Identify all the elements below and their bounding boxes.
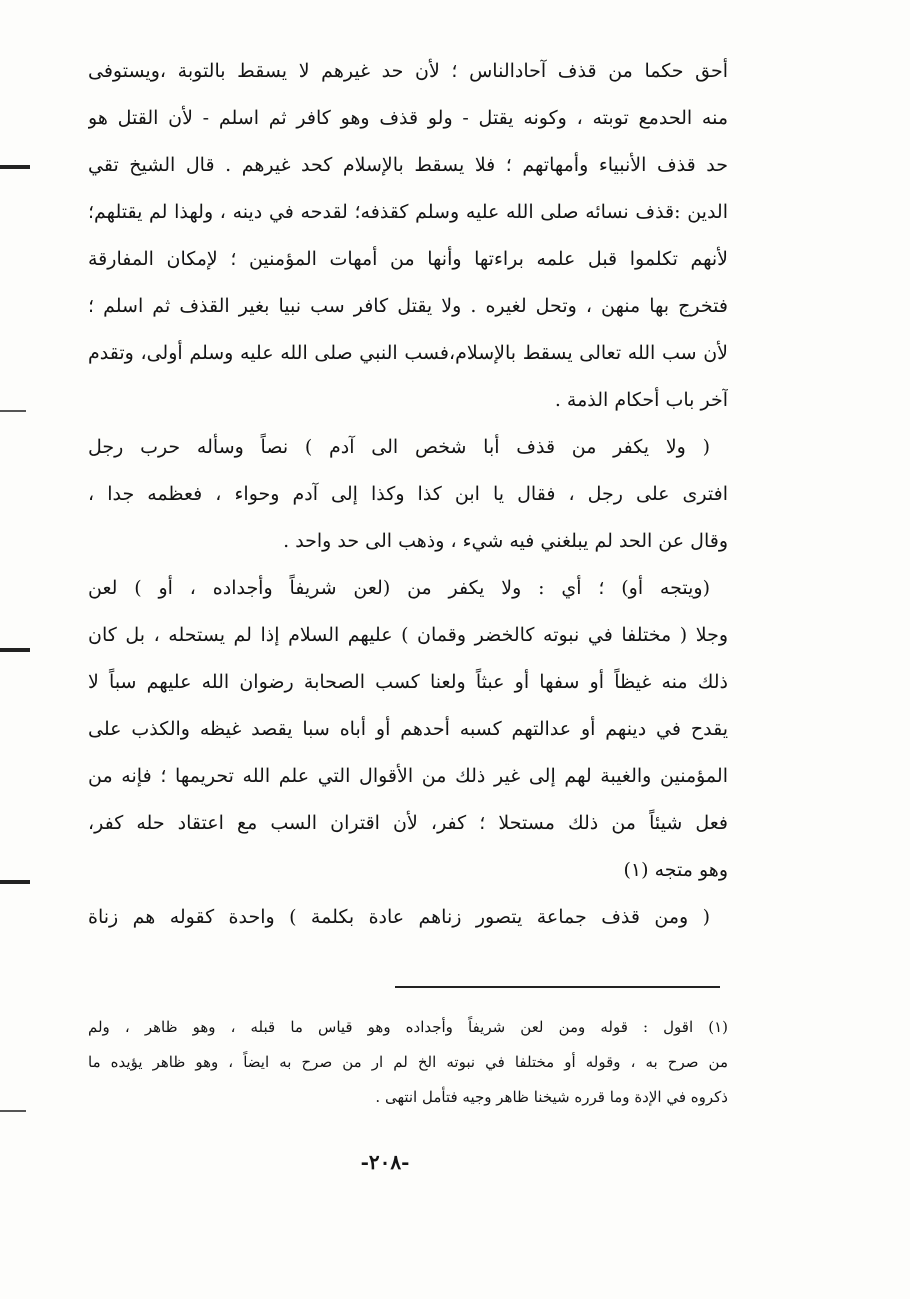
footnote-line: ذكروه في الإدة وما قرره شيخنا ظاهر وجيه فتأمل انتهى . [375,1088,728,1106]
margin-mark [0,165,30,169]
text-line: فتخرج بها منهن ، وتحل لغيره . ولا يقتل كافر سب نبيا بغير القذف ثم اسلم ؛ [88,295,728,317]
margin-mark [0,880,30,884]
text-line: المؤمنين والغيبة لهم إلى غير ذلك من الأقوال التي علم الله تحريمها ؛ فإنه من [88,765,728,787]
text-line: حد قذف الأنبياء وأمهاتهم ؛ فلا يسقط بالإسلام كحد غيرهم . قال الشيخ تقي [88,154,728,176]
text-line: آخر باب أحكام الذمة . [554,389,728,411]
text-line: وهو متجه (١) [623,859,728,881]
footnote-divider [395,986,720,988]
margin-mark [0,1110,26,1112]
main-text [88,48,728,941]
text-line: أحق حكما من قذف آحادالناس ؛ لأن حد غيرهم لا يسقط بالتوبة ،ويستوفى [88,60,728,82]
text-line: لأنهم تكلموا قبل علمه براءتها وأنها من أمهات المؤمنين ؛ لإمكان المفارقة [88,248,728,270]
text-line: لأن سب الله تعالى يسقط بالإسلام،فسب النبي صلى الله عليه وسلم أولى، وتقدم [88,342,728,364]
text-line: (ويتجه أو) ؛ أي : ولا يكفر من (لعن شريفاً وأجداده ، أو ) لعن [88,577,710,599]
footnotes [88,1010,728,1115]
margin-mark [0,648,30,652]
text-line: وجلا ( مختلفا في نبوته كالخضر وقمان ) عليهم السلام إذا لم يستحله ، بل كان [88,624,728,646]
text-line: الدين :قذف نسائه صلى الله عليه وسلم كقذفه؛ لقدحه في دينه ، ولهذا لم يقتلهم؛ [88,201,728,223]
text-line: ( ولا يكفر من قذف أبا شخص الى آدم ) نصاً وسأله حرب رجل [88,436,710,458]
text-line: منه الحدمع توبته ، وكونه يقتل - ولو قذف وهو كافر ثم اسلم - لأن القتل هو [88,107,728,129]
footnote-line: من صرح به ، وقوله أو مختلفا في نبوته الخ لم ار من صرح به ايضاً ، وهو ظاهر يؤيده ما [88,1053,728,1071]
text-line: افترى على رجل ، فقال يا ابن كذا وكذا إلى آدم وحواء ، فعظمه جدا ، [88,483,728,505]
footnote-line: (١) اقول : قوله ومن لعن شريفاً وأجداده وهو قياس ما قبله ، وهو ظاهر ، ولم [88,1018,728,1036]
margin-mark [0,410,26,412]
text-line: فعل شيئاً من ذلك مستحلا ؛ كفر، لأن اقتران السب مع اعتقاد حله كفر، [88,812,728,834]
text-line: وقال عن الحد لم يبلغني فيه شيء ، وذهب الى حد واحد . [283,530,728,552]
page-number: -٢٠٨- [360,1150,410,1174]
text-line: ذلك منه غيظاً أو سفها أو عبثاً ولعنا كسب الصحابة رضوان الله عليهم سباً لا [88,671,728,693]
text-line: يقدح في دينهم أو عدالتهم كسبه أحدهم أو أباه سبا يقصد غيظه والكذب على [88,718,728,740]
text-line: ( ومن قذف جماعة يتصور زناهم عادة بكلمة ) واحدة كقوله هم زناة [88,906,710,928]
